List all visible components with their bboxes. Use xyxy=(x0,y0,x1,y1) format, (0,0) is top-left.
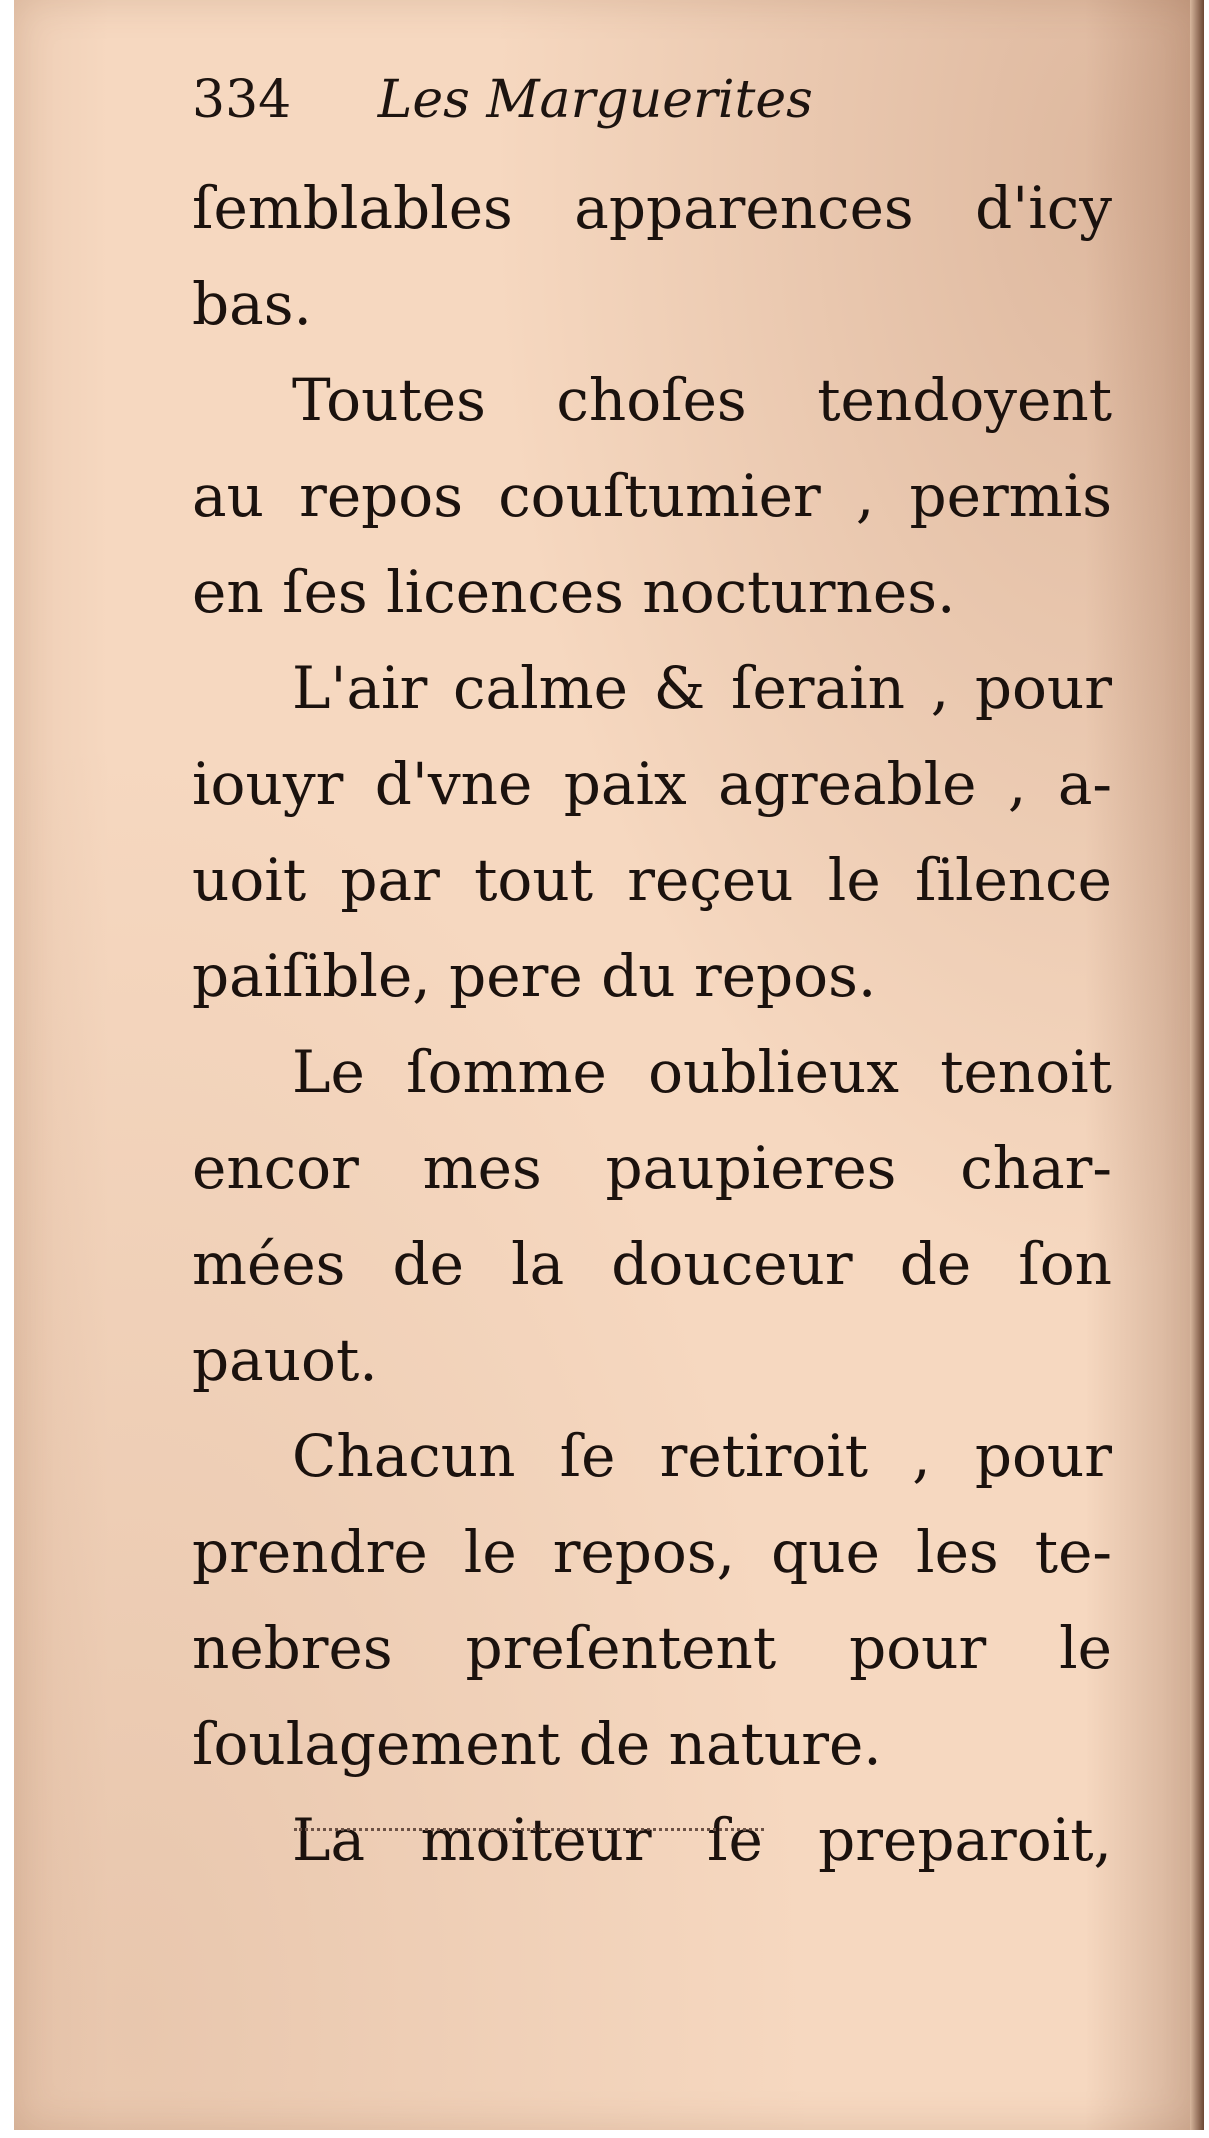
text-line: encor mes paupieres char- xyxy=(192,1134,1112,1202)
text-line: au repos couſtumier , permis xyxy=(192,462,1112,530)
page-edge-shadow xyxy=(1190,0,1204,2130)
book-page-scan xyxy=(14,0,1204,2130)
page-header xyxy=(192,70,813,130)
text-line: ſemblables apparences d'icy xyxy=(192,174,1112,242)
page-number: 334 xyxy=(192,70,292,130)
text-line: pauot. xyxy=(192,1326,378,1394)
text-line: nebres preſentent pour le xyxy=(192,1614,1112,1682)
body-text xyxy=(192,160,1112,1888)
text-line: bas. xyxy=(192,270,312,338)
text-line: Toutes choſes tendoyent xyxy=(292,366,1112,434)
text-line: Chacun ſe retiroit , pour xyxy=(292,1422,1112,1490)
text-line: La moiteur ſe preparoit, xyxy=(292,1806,1112,1874)
running-title: Les Marguerites xyxy=(377,70,813,130)
text-line: uoit par tout reçeu le ſilence xyxy=(192,846,1112,914)
text-line: ſoulagement de nature. xyxy=(192,1710,882,1778)
text-line: prendre le repos, que les te- xyxy=(192,1518,1112,1586)
text-line: iouyr d'vne paix agreable , a- xyxy=(192,750,1112,818)
dotted-rule xyxy=(294,1828,764,1831)
text-line: mées de la douceur de ſon xyxy=(192,1230,1112,1298)
text-line: L'air calme & ſerain , pour xyxy=(292,654,1112,722)
text-line: paiſible, pere du repos. xyxy=(192,942,877,1010)
text-line: Le ſomme oublieux tenoit xyxy=(292,1038,1112,1106)
text-line: en ſes licences nocturnes. xyxy=(192,558,956,626)
